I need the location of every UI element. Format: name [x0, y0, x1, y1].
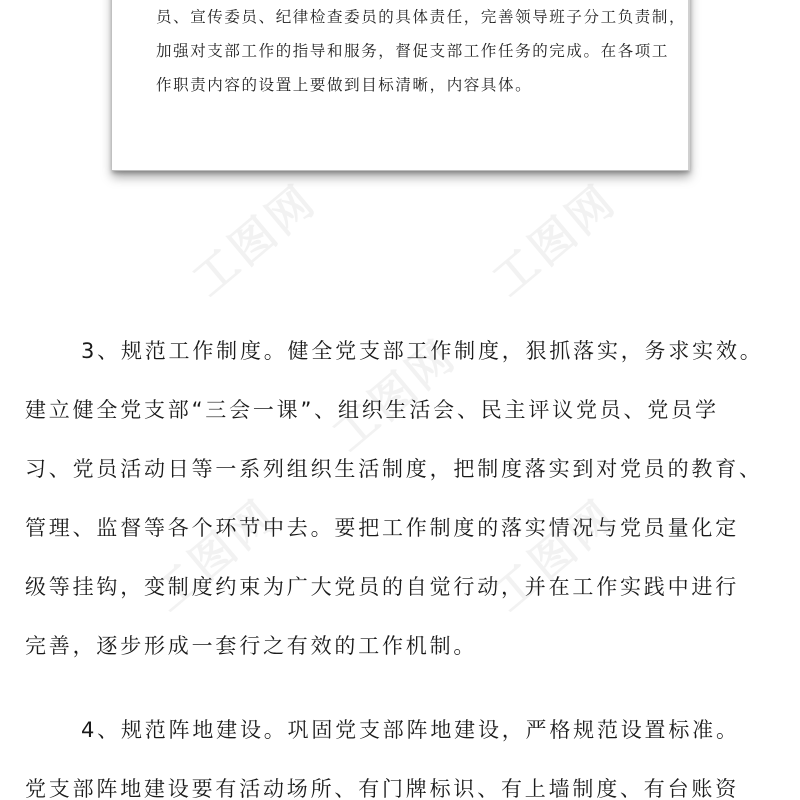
card-line: 加强对支部工作的指导和服务，督促支部工作任务的完成。在各项工: [156, 42, 670, 60]
paragraph-line: 管理、监督等各个环节中去。要把工作制度的落实情况与党员量化定: [25, 516, 739, 540]
watermark: 工图网: [483, 489, 627, 622]
paragraph-line: 党支部阵地建设要有活动场所、有门牌标识、有上墙制度、有台账资: [25, 777, 739, 800]
section-3-paragraph: [25, 322, 785, 676]
card-paragraph: [156, 0, 687, 102]
watermark: 工图网: [483, 174, 627, 307]
paragraph-line: 级等挂钩，变制度约束为广大党员的自觉行动，并在工作实践中进行: [25, 575, 739, 599]
paragraph-line: 习、党员活动日等一系列组织生活制度，把制度落实到对党员的教育、: [25, 457, 763, 481]
section-4-paragraph: [25, 701, 785, 800]
watermark: 工图网: [143, 489, 287, 622]
watermark: 工图网: [323, 329, 467, 462]
paragraph-line: 4、规范阵地建设。巩固党支部阵地建设，严格规范设置标准。: [81, 718, 740, 742]
paragraph-line: 完善，逐步形成一套行之有效的工作机制。: [25, 634, 478, 658]
paragraph-line: 3、规范工作制度。健全党支部工作制度，狠抓落实，务求实效。: [81, 339, 764, 363]
paragraph-line: 建立健全党支部“三会一课”、组织生活会、民主评议党员、党员学: [25, 398, 719, 422]
watermark: 工图网: [183, 174, 327, 307]
card-line: 作职责内容的设置上要做到目标清晰，内容具体。: [156, 76, 533, 94]
card-line: 员、宣传委员、纪律检查委员的具体责任，完善领导班子分工负责制，: [156, 8, 687, 26]
